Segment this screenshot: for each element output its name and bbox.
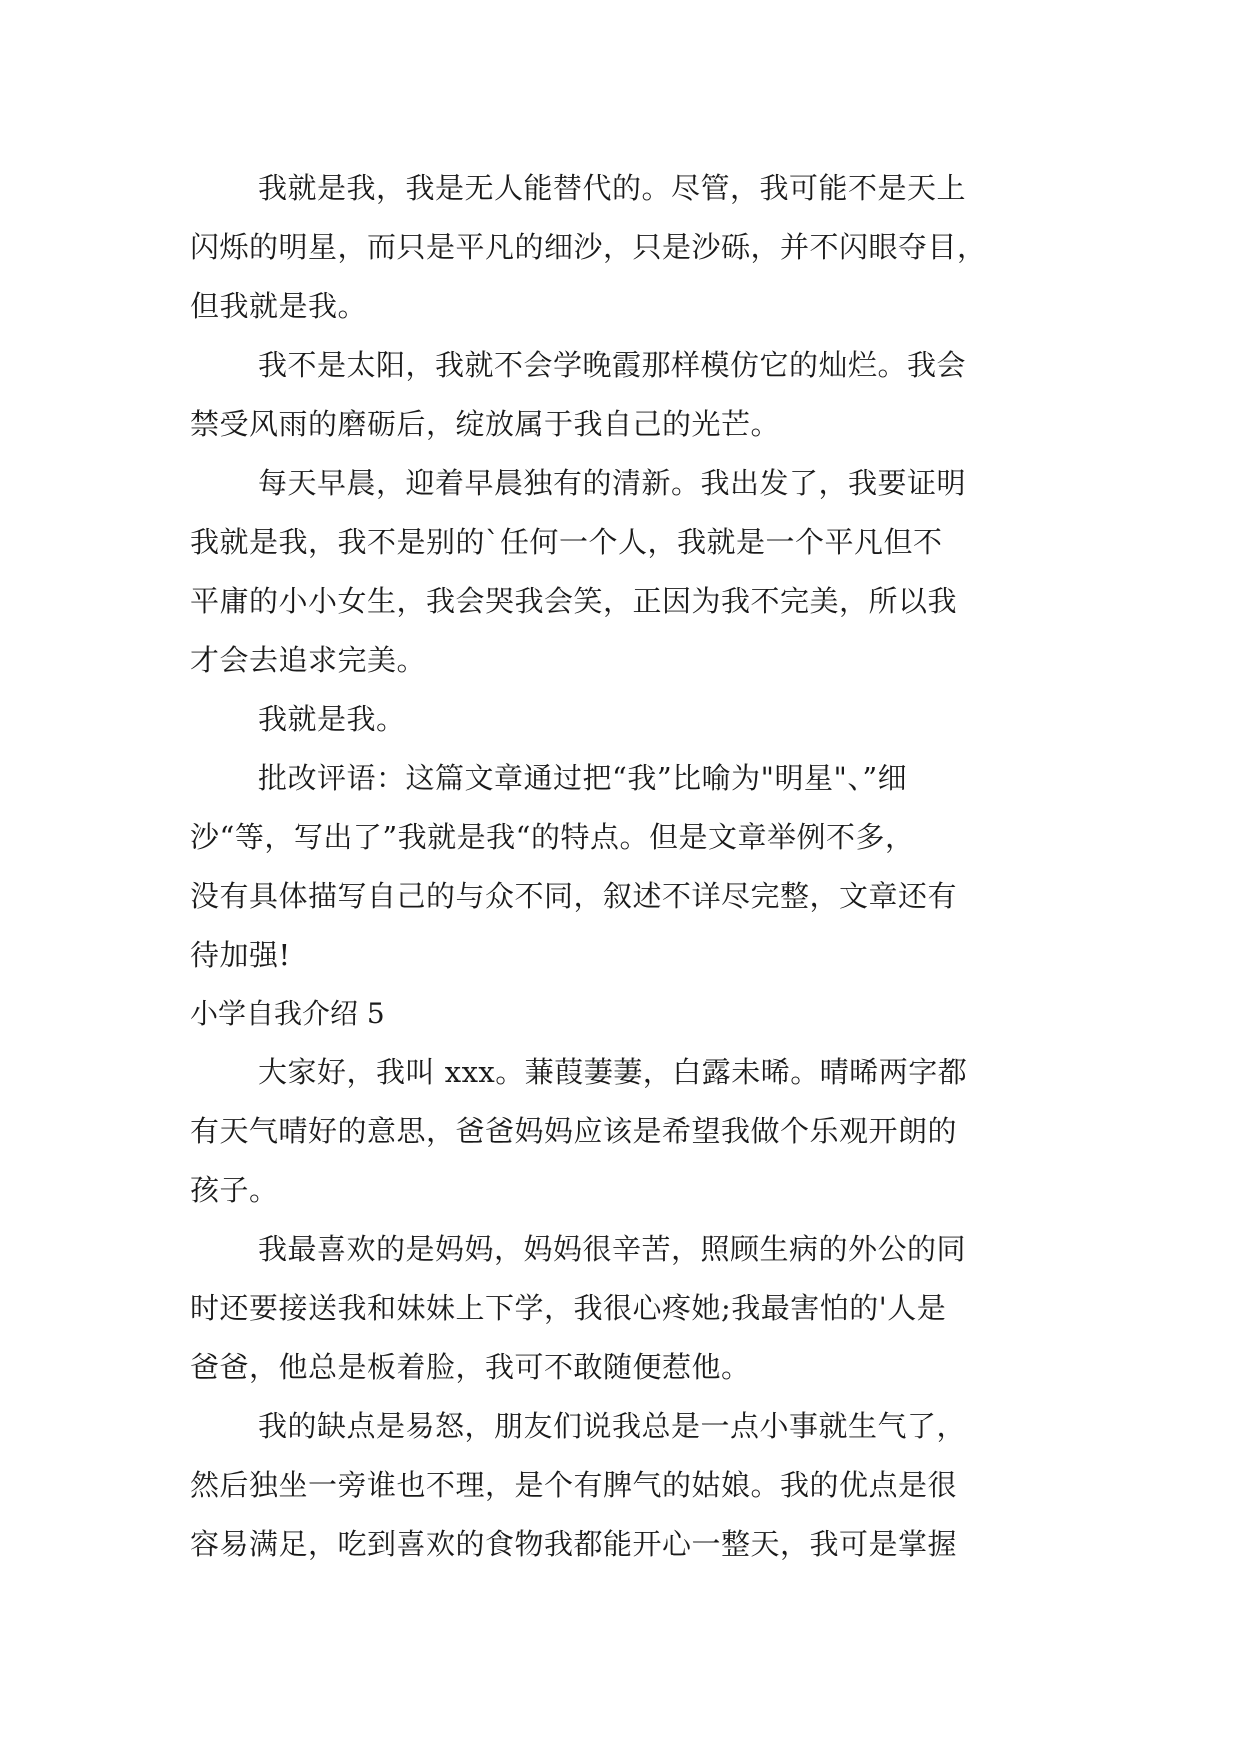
- text-line: 我不是太阳，我就不会学晚霞那样模仿它的灿烂。我会: [258, 348, 967, 382]
- paragraph: [190, 690, 1070, 749]
- text-line: 有天气晴好的意思，爸爸妈妈应该是希望我做个乐观开朗的: [190, 1114, 958, 1148]
- text-line: 我就是我。: [258, 702, 406, 736]
- document-body: [190, 159, 1070, 1574]
- text-line: 容易满足，吃到喜欢的食物我都能开心一整天，我可是掌握: [190, 1527, 958, 1561]
- text-line: 没有具体描写自己的与众不同，叙述不详尽完整，文章还有: [190, 879, 958, 913]
- comment-paragraph: [190, 749, 1070, 985]
- text-line: 但我就是我。: [190, 289, 368, 323]
- text-line: 我的缺点是易怒，朋友们说我总是一点小事就生气了，: [258, 1409, 967, 1443]
- text-line: 平庸的小小女生，我会哭我会笑，正因为我不完美，所以我: [190, 584, 958, 618]
- text-line: 我最喜欢的是妈妈，妈妈很辛苦，照顾生病的外公的同: [258, 1232, 967, 1266]
- text-line: 时还要接送我和妹妹上下学，我很心疼她;我最害怕的'人是: [190, 1291, 947, 1325]
- text-line: 我就是我，我不是别的`任何一个人，我就是一个平凡但不: [190, 525, 943, 559]
- text-line: 然后独坐一旁谁也不理，是个有脾气的姑娘。我的优点是很: [190, 1468, 958, 1502]
- text-line: 沙“等，写出了”我就是我“的特点。但是文章举例不多，: [190, 820, 915, 854]
- paragraph: [190, 1397, 1070, 1574]
- paragraph: [190, 454, 1070, 690]
- paragraph: [190, 159, 1070, 336]
- paragraph: [190, 336, 1070, 454]
- text-line: 待加强!: [190, 938, 291, 972]
- text-line: 每天早晨，迎着早晨独有的清新。我出发了，我要证明: [258, 466, 967, 500]
- section-heading: 小学自我介绍 5: [190, 997, 385, 1030]
- text-line: 批改评语：这篇文章通过把“我”比喻为"明星"、”细: [258, 761, 908, 795]
- text-line: 禁受风雨的磨砺后，绽放属于我自己的光芒。: [190, 407, 781, 441]
- text-line: 闪烁的明星，而只是平凡的细沙，只是沙砾，并不闪眼夺目，: [190, 230, 987, 264]
- paragraph: [190, 1220, 1070, 1397]
- text-line: 爸爸，他总是板着脸，我可不敢随便惹他。: [190, 1350, 751, 1384]
- text-line: 我就是我，我是无人能替代的。尽管，我可能不是天上: [258, 171, 967, 205]
- text-line: 大家好，我叫 xxx。蒹葭萋萋，白露未晞。晴晞两字都: [258, 1055, 968, 1089]
- paragraph: [190, 1043, 1070, 1220]
- text-line: 才会去追求完美。: [190, 643, 427, 677]
- text-line: 孩子。: [190, 1173, 279, 1207]
